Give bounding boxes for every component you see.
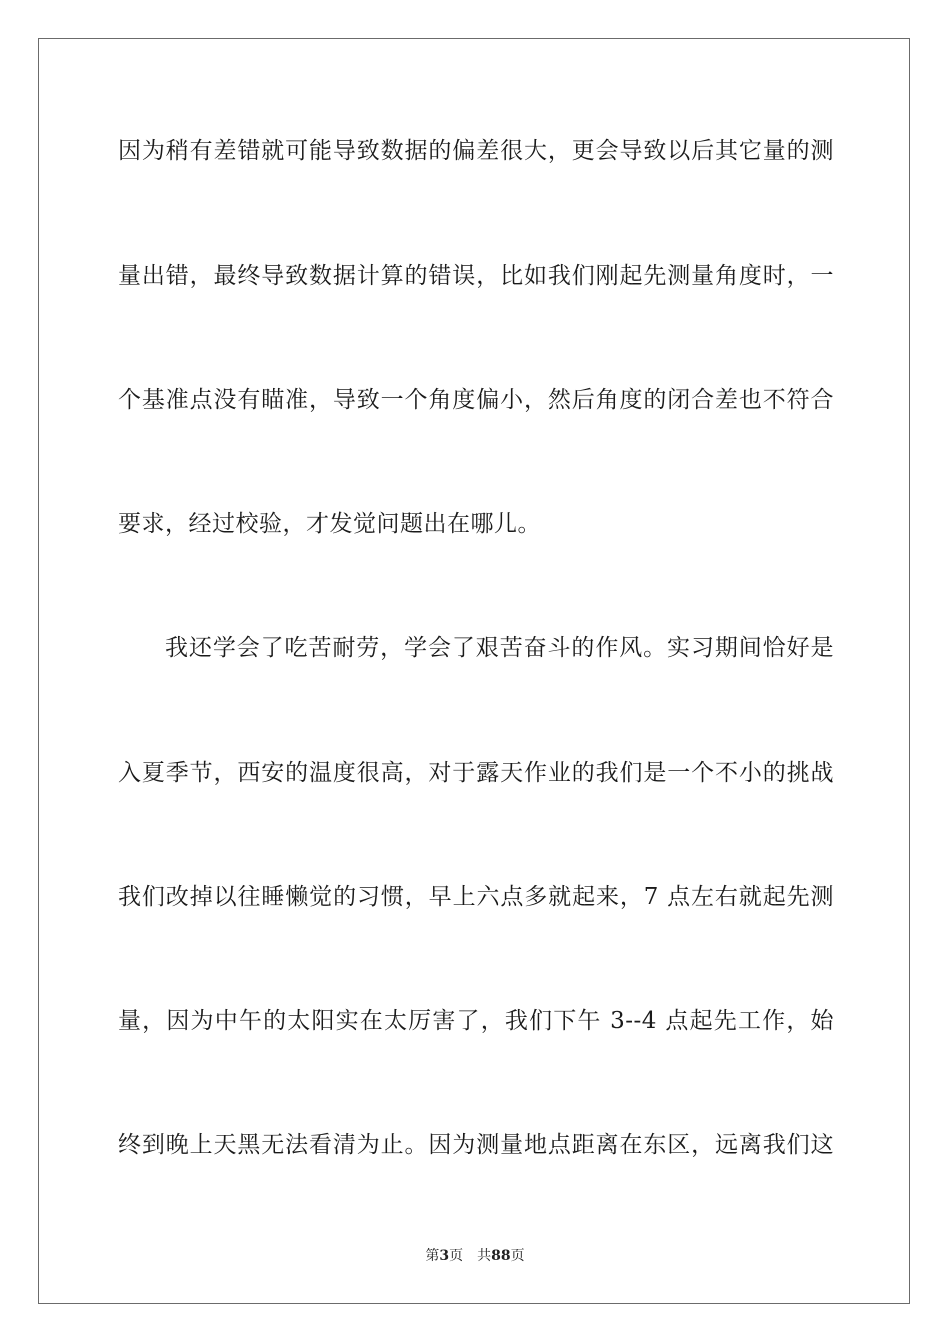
total-pages: 88 <box>491 1248 511 1264</box>
body-text-line-3: 个基准点没有瞄准，导致一个角度偏小，然后角度的闭合差也不符合 <box>118 387 834 413</box>
body-text-line-2: 量出错，最终导致数据计算的错误，比如我们刚起先测量角度时，一 <box>118 263 834 289</box>
body-text-line-9: 终到晚上天黑无法看清为止。因为测量地点距离在东区，远离我们这 <box>118 1132 834 1158</box>
body-text-line-7: 我们改掉以往睡懒觉的习惯，早上六点多就起来，7 点左右就起先测 <box>118 884 834 910</box>
page-prefix: 第 <box>425 1248 440 1264</box>
page-suffix: 页 <box>449 1248 464 1264</box>
total-prefix: 共 <box>477 1248 492 1264</box>
body-text-line-1: 因为稍有差错就可能导致数据的偏差很大，更会导致以后其它量的测 <box>118 138 834 164</box>
page-footer <box>0 1247 950 1265</box>
body-text-line-5: 我还学会了吃苦耐劳，学会了艰苦奋斗的作风。实习期间恰好是 <box>165 635 834 661</box>
body-text-line-4: 要求，经过校验，才发觉问题出在哪儿。 <box>118 511 541 537</box>
page-number: 3 <box>439 1248 450 1264</box>
body-text-line-6: 入夏季节，西安的温度很高，对于露天作业的我们是一个不小的挑战 <box>118 760 834 786</box>
body-text-line-8: 量，因为中午的太阳实在太厉害了，我们下午 3--4 点起先工作，始 <box>118 1008 834 1034</box>
page-border <box>38 38 910 1304</box>
total-suffix: 页 <box>510 1248 525 1264</box>
